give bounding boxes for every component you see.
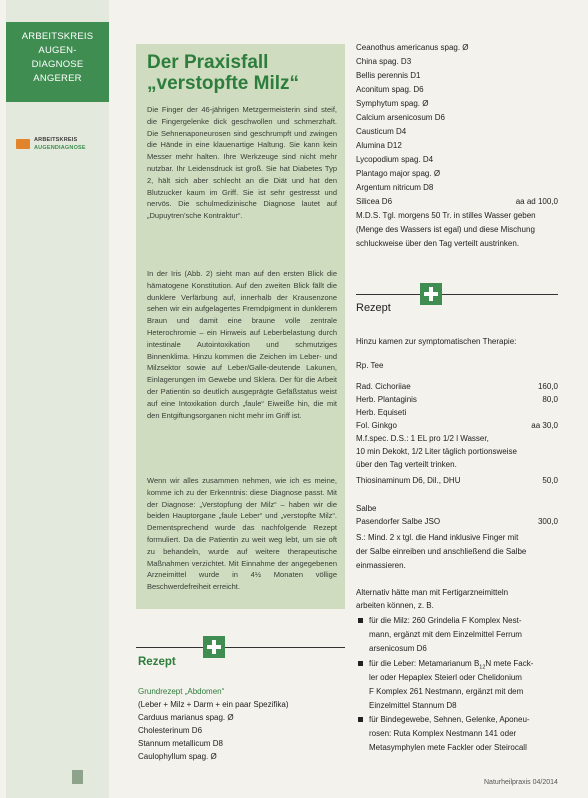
remedy-item: Cholesterinum D6 bbox=[138, 726, 203, 735]
grundrezept-label: Grundrezept „Abdomen“ bbox=[138, 687, 225, 696]
remedy-item: Symphytum spag. Ø bbox=[356, 99, 429, 108]
remedy-amount: aa ad 100,0 bbox=[515, 197, 558, 206]
logo-mark-icon bbox=[16, 139, 30, 149]
tea-instruction: über den Tag verteilt trinken. bbox=[356, 460, 457, 469]
medical-cross-icon bbox=[420, 283, 442, 305]
logo-text-line1: ARBEITSKREIS bbox=[34, 137, 78, 143]
remedy-item: Alumina D12 bbox=[356, 141, 402, 150]
sidebar bbox=[6, 0, 109, 798]
salbe-instruction: einmassieren. bbox=[356, 561, 406, 570]
remedy-item: Stannum metallicum D8 bbox=[138, 739, 223, 748]
bullet-text: mann, ergänzt mit dem Einzelmittel Ferrum bbox=[369, 630, 522, 639]
alternative-intro: Alternativ hätte man mit Fertigarzneimitteln bbox=[356, 588, 509, 597]
remedy-item: Aconitum spag. D6 bbox=[356, 85, 424, 94]
remedy-item: Plantago major spag. Ø bbox=[356, 169, 441, 178]
sidebar-title-line: DIAGNOSE bbox=[31, 59, 84, 70]
grundrezept-subtitle: (Leber + Milz + Darm + ein paar Spezifika) bbox=[138, 700, 289, 709]
bullet-text: arsenicosum D6 bbox=[369, 644, 427, 653]
bullet-marker bbox=[358, 618, 363, 623]
article-title bbox=[147, 52, 299, 94]
rezept-heading: Rezept bbox=[138, 656, 176, 668]
dosage-instruction: M.D.S. Tgl. morgens 50 Tr. in stilles Wasser geben bbox=[356, 211, 536, 220]
article-title-line1: Der Praxisfall bbox=[147, 52, 269, 73]
divider-line bbox=[356, 294, 558, 295]
logo-text-line2: AUGENDIAGNOSE bbox=[34, 145, 86, 151]
remedy-item: Lycopodium spag. D4 bbox=[356, 155, 434, 164]
tea-ingredient: Fol. Ginkgo bbox=[356, 421, 397, 430]
tea-ingredient: Herb. Equiseti bbox=[356, 408, 407, 417]
bullet-text-part: für die Leber: Metamarianum B bbox=[369, 659, 480, 668]
page-marker-icon bbox=[72, 770, 83, 784]
sidebar-title-line: ARBEITSKREIS bbox=[21, 31, 94, 42]
case-study-box bbox=[136, 44, 345, 609]
bullet-text: für die Milz: 260 Grindelia F Komplex Nest- bbox=[369, 616, 522, 625]
tea-instruction: M.f.spec. D.S.: 1 EL pro 1/2 l Wasser, bbox=[356, 434, 489, 443]
article-title-line2: „verstopfte Milz“ bbox=[147, 73, 300, 94]
salbe-amount: 300,0 bbox=[537, 517, 558, 526]
thiosinaminum-amount: 50,0 bbox=[542, 476, 558, 485]
thiosinaminum-item: Thiosinaminum D6, Dil., DHU bbox=[356, 476, 461, 485]
rp-label: Rp. Tee bbox=[356, 361, 384, 370]
remedy-item: Caulophyllum spag. Ø bbox=[138, 752, 217, 761]
bullet-text-part: N mete Fack- bbox=[485, 659, 534, 668]
remedy-item: China spag. D3 bbox=[356, 57, 412, 66]
remedy-item: Causticum D4 bbox=[356, 127, 407, 136]
remedy-item: Argentum nitricum D8 bbox=[356, 183, 434, 192]
tea-ingredient: Herb. Plantaginis bbox=[356, 395, 417, 404]
article-paragraph: Die Finger der 46-jährigen Metzgermeisterin sind steif, die Fingergelenke dick geschwollen und schmerzhaft. Die Sehnenaponeurosen sind geschrumpft und zwingen die Hände in eine klauenartige Haltung. Sie kann kein Messer mehr halten. Ihre Werkzeuge sind nicht mehr nutzbar. Ihr Leidensdruck ist groß. Sie hat Diabetes Typ 2, hält sich aber schlecht an die Diät und hat den Blutzucker kaum im Griff. Sie ist sehr gestresst und nervös. Die schulmedizinische Diagnose lautet auf „Dupuytren'sche Kontraktur“. bbox=[147, 105, 337, 221]
bullet-marker bbox=[358, 661, 363, 666]
sidebar-title-line: ANGERER bbox=[33, 73, 82, 84]
remedy-item: Silicea D6 bbox=[356, 197, 393, 206]
salbe-item: Pasendorfer Salbe JSO bbox=[356, 517, 441, 526]
article-paragraph: In der Iris (Abb. 2) sieht man auf den ersten Blick die hämatogene Konstitution. Auf den zweiten Blick fällt die dunklere Verfärbung auf, innerhalb der Krausenzone sehen wir ein aufgelagertes Fremdpigment in dunklerem Braun und damit eine braune volle zentrale Heterochromie – ein Hinweis auf Leberbelastung durch intestinale Autointoxikation und schmutziges Binnenklima. Hinzu kommen die Zeichen im Leber- und Milzsektor sowie auf Leber/Galle-deutende Lakunen, Einlagerungen im Gewebe und Sklera. Der für die Arbeit der Patientin so deutlich ausgeprägte Gefäßstatus weist auf eine Intoxikation durch „faule“ Eiweiße hin, die mit den Entgiftungsorganen nicht mehr im Griff ist. bbox=[147, 269, 337, 420]
article-paragraph: Wenn wir alles zusammen nehmen, wie ich es meine, komme ich zu der Erkenntnis: diese Diagnose passt. Mit der Diagnose: „Verstopfung der Milz“ – haben wir die beiden Hauptorgane „faule Leber“ und „verstopfte Milz“. Dementsprechend wurde das nachfolgende Rezept formuliert. Da die Patientin zu weit weg lebt, um sie oft zu behandeln, wurde auf weitere therapeutische Maßnahmen verzichtet. Mit Einnahme der angegebenen Arzneimittel wurde in 4½ Monaten völlige Beschwerdefreiheit erreicht. bbox=[147, 476, 337, 592]
arbeitskreis-logo bbox=[16, 136, 108, 166]
tea-amount: aa 30,0 bbox=[531, 421, 558, 430]
salbe-label: Salbe bbox=[356, 504, 377, 513]
tea-amount: 160,0 bbox=[537, 382, 558, 391]
remedy-item: Calcium arsenicosum D6 bbox=[356, 113, 445, 122]
remedy-item: Bellis perennis D1 bbox=[356, 71, 421, 80]
dosage-instruction: (Menge des Wassers ist egal) und diese Mischung bbox=[356, 225, 535, 234]
page-footer: Naturheilpraxis 04/2014 bbox=[484, 779, 558, 786]
bullet-text: rosen: Ruta Komplex Nestmann 141 oder bbox=[369, 729, 517, 738]
rezept-intro: Hinzu kamen zur symptomatischen Therapie: bbox=[356, 337, 517, 346]
dosage-instruction: schluckweise über den Tag verteilt austrinken. bbox=[356, 239, 520, 248]
bullet-marker bbox=[358, 717, 363, 722]
tea-instruction: 10 min Dekokt, 1/2 Liter täglich portionsweise bbox=[356, 447, 517, 456]
tea-amount: 80,0 bbox=[542, 395, 558, 404]
rezept-heading: Rezept bbox=[356, 302, 391, 314]
tea-ingredient: Rad. Cichoriiae bbox=[356, 382, 411, 391]
remedy-item: Ceanothus americanus spag. Ø bbox=[356, 43, 469, 52]
bullet-text: F Komplex 261 Nestmann, ergänzt mit dem bbox=[369, 687, 524, 696]
alternative-intro: arbeiten können, z. B. bbox=[356, 601, 434, 610]
sidebar-title-line: AUGEN- bbox=[38, 45, 77, 56]
bullet-text: Einzelmittel Stannum D8 bbox=[369, 701, 457, 710]
salbe-instruction: der Salbe einreiben und anschließend die Salbe bbox=[356, 547, 527, 556]
bullet-text: Metasymphylen mete Fackler oder Steirocall bbox=[369, 743, 527, 752]
subscript: 12 bbox=[479, 664, 486, 671]
bullet-text: für Bindegewebe, Sehnen, Gelenke, Aponeu- bbox=[369, 715, 530, 724]
salbe-instruction: S.: Mind. 2 x tgl. die Hand inklusive Finger mit bbox=[356, 533, 519, 542]
bullet-text: ler oder Hepaplex Steierl oder Chelidonium bbox=[369, 673, 522, 682]
remedy-item: Carduus marianus spag. Ø bbox=[138, 713, 234, 722]
medical-cross-icon bbox=[203, 636, 225, 658]
sidebar-title bbox=[10, 30, 105, 86]
divider-line bbox=[136, 647, 345, 648]
